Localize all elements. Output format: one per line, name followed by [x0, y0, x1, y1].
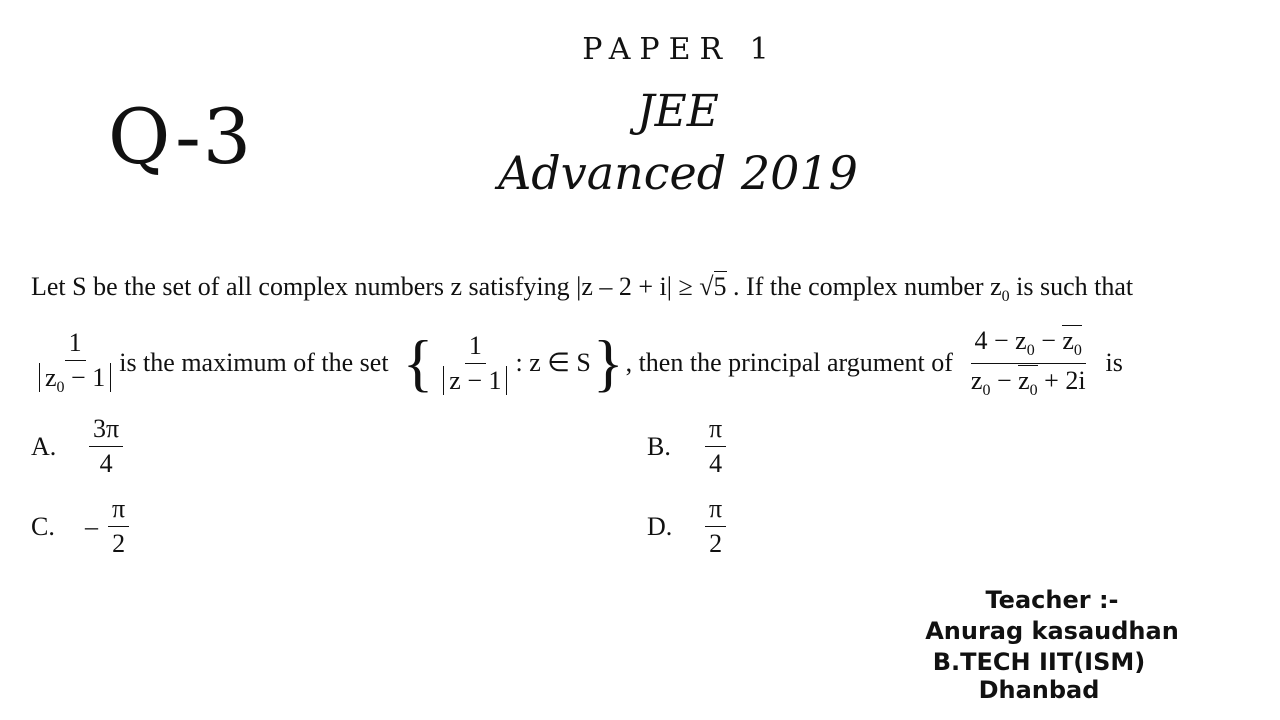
option-fraction: $\frac{\pi}{2}$ — [705, 494, 726, 559]
option-fraction: $\frac{3\pi}{4}$ — [89, 414, 123, 479]
argument-fraction — [967, 326, 1090, 399]
exam-title: JEE — [637, 86, 719, 137]
sqrt-icon: √ — [699, 272, 714, 301]
option-c[interactable] — [31, 494, 133, 559]
fraction-numerator: 1 — [465, 331, 486, 364]
set-condition: : z ∈ S — [515, 348, 591, 377]
fraction-denominator: $z_0 - 1$ — [35, 361, 115, 397]
question-text: Let S be the set of all complex numbers z satisfying |z – 2 + i| ≥ — [31, 272, 700, 301]
option-label: B. — [647, 431, 671, 461]
option-a[interactable] — [31, 414, 127, 479]
paper-label: PAPER 1 — [582, 32, 778, 67]
fraction-denominator: z − 1 — [439, 364, 511, 396]
option-sign: – — [85, 511, 98, 541]
question-line-1 — [31, 272, 1133, 306]
fraction-numerator: $4 - z_0 - z_0$ — [971, 326, 1086, 363]
option-d[interactable] — [647, 494, 730, 559]
set-fraction — [439, 331, 511, 396]
option-label: A. — [31, 431, 57, 461]
option-fraction: $\frac{\pi}{4}$ — [705, 414, 726, 479]
right-brace-icon: } — [592, 327, 624, 398]
fraction-1 — [35, 328, 115, 397]
exam-year: Advanced 2019 — [498, 146, 858, 200]
question-text: is such that — [1009, 272, 1134, 301]
option-label: C. — [31, 511, 55, 541]
fraction-numerator: 1 — [65, 328, 86, 361]
left-brace-icon: { — [402, 327, 434, 398]
subscript: 0 — [1001, 288, 1010, 306]
question-text: . If the complex number z — [733, 272, 1002, 301]
option-fraction: $\frac{\pi}{2}$ — [108, 494, 129, 559]
option-label: D. — [647, 511, 673, 541]
teacher-credential: B.TECH IIT(ISM) Dhanbad — [932, 648, 1146, 704]
sqrt-value: 5 — [713, 272, 727, 301]
question-number: Q-3 — [108, 92, 254, 181]
question-text: is the maximum of the set — [119, 348, 389, 377]
fraction-denominator: $z_0 - z_0 + 2i$ — [970, 365, 1086, 399]
question-line-2 — [31, 318, 1123, 408]
option-b[interactable] — [647, 414, 730, 479]
question-text: is — [1105, 348, 1123, 377]
teacher-name: Anurag kasaudhan — [925, 617, 1179, 645]
question-text: , then the principal argument of — [625, 348, 953, 377]
teacher-heading: Teacher :- — [985, 586, 1119, 614]
